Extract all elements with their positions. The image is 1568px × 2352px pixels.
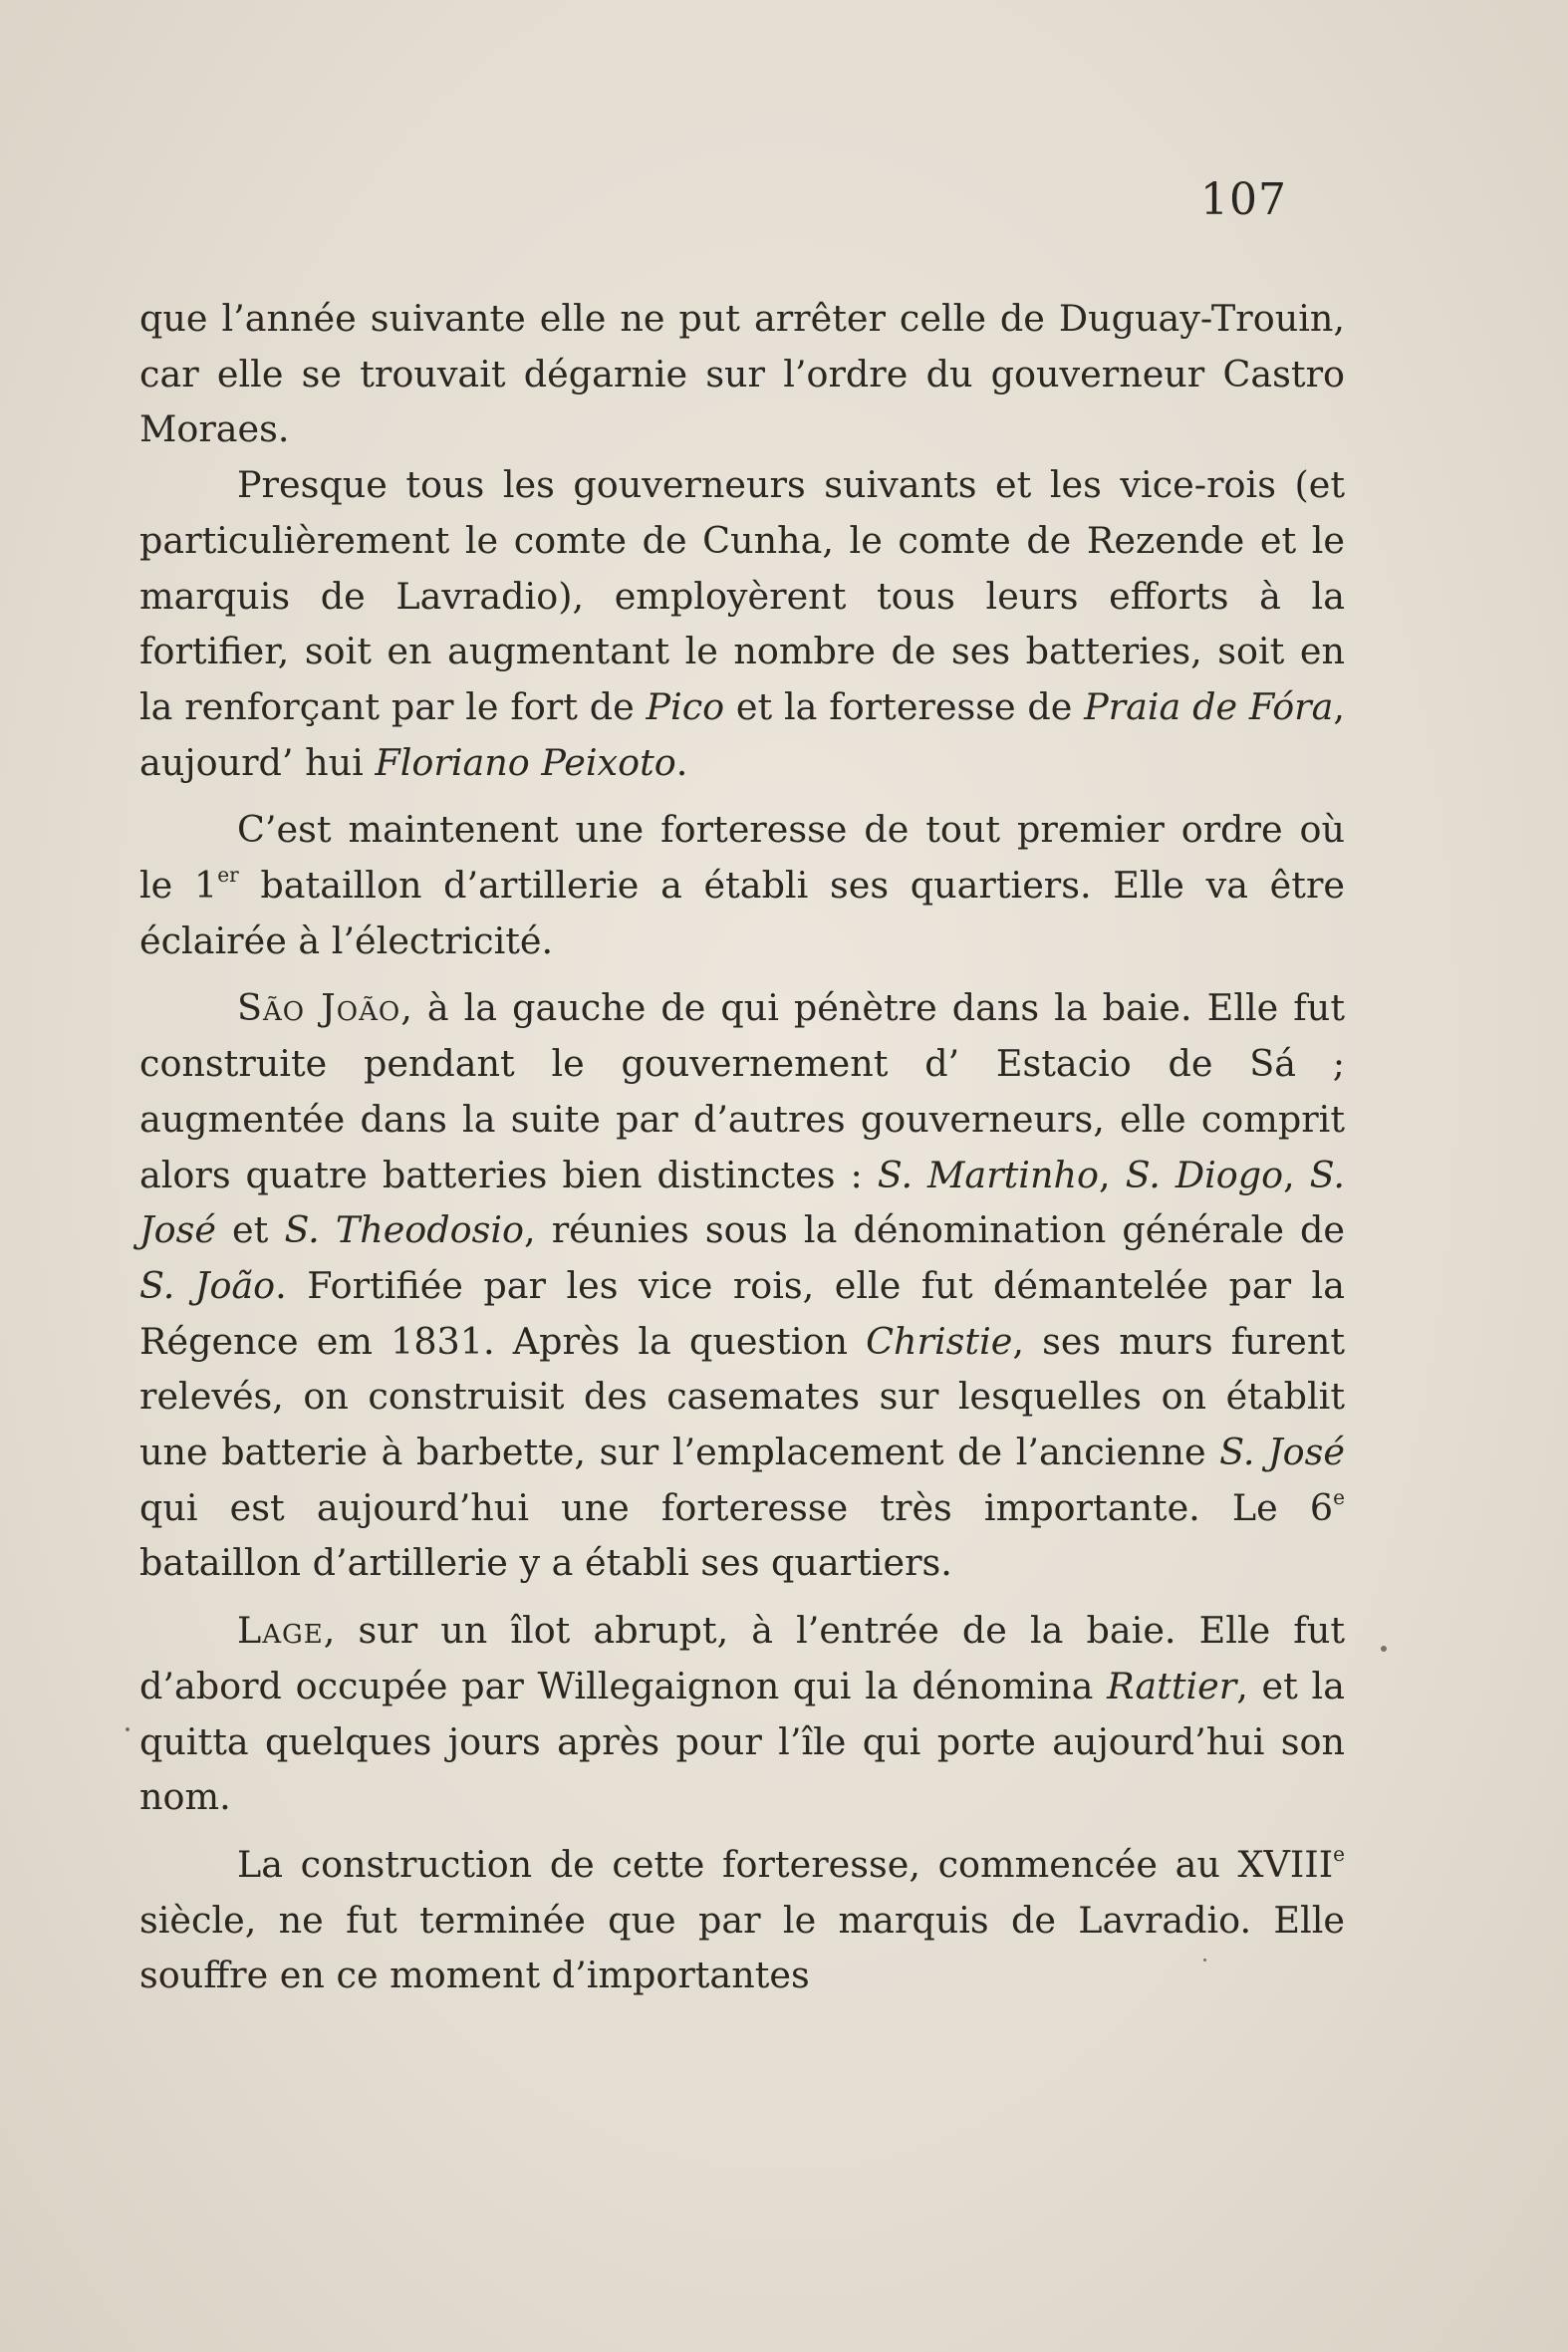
text-run: , à la gauche de qui pénètre dans la baie. Elle fut construite pendant le gouvernement d’ Estacio de Sá ; augmentée dans la suite par d’autres gouverneurs, elle comprit alors quatre batteries bien distinctes : — [139, 986, 1345, 1196]
ordinal-superscript: e — [1333, 1841, 1345, 1866]
page-body — [139, 291, 1345, 2003]
fort-name-rattier: Rattier — [1107, 1664, 1237, 1707]
text-run: . — [675, 740, 688, 784]
fort-name-floriano-peixoto: Floriano Peixoto — [375, 740, 676, 784]
text-run: , — [1283, 1153, 1310, 1196]
section-heading-sao-joao: São João — [237, 986, 401, 1030]
text-run: qui est aujourd’hui une forteresse très importante. Le 6 — [139, 1485, 1334, 1529]
text-run: , — [1098, 1153, 1126, 1196]
question-name-christie: Christie — [866, 1319, 1013, 1363]
text-run: , réunies sous la dénomination générale de — [524, 1208, 1346, 1252]
fort-name-sao-joao: S. João — [139, 1263, 276, 1307]
fort-name-pico: Pico — [646, 684, 725, 728]
text-run: bataillon d’artillerie y a établi ses quartiers. — [139, 1541, 952, 1585]
text-run: , et la quitta quelques jours après pour l’île qui porte aujourd’hui son nom. — [139, 1664, 1345, 1819]
text-run: C’est maintenent une forteresse de tout premier ordre où le 1 — [139, 808, 1345, 908]
paragraph-construction — [139, 1837, 1345, 2003]
paragraph-sao-joao — [139, 980, 1345, 1591]
paragraph-text: que l’année suivante elle ne put arrêter celle de Duguay-Trouin, car elle se trouvait dégarnie sur l’ordre du gouverneur Castro Moraes. — [139, 297, 1345, 451]
ink-speck — [126, 1727, 130, 1731]
text-run: siècle, ne fut terminée que par le marquis de Lavradio. Elle souffre en ce moment d’importantes — [139, 1898, 1345, 1997]
text-run: , sur un îlot abrupt, à l’entrée de la baie. Elle fut d’abord occupée par Willegaignon qui la dénomina — [139, 1609, 1345, 1707]
ordinal-superscript: er — [217, 862, 239, 887]
text-run: bataillon d’artillerie a établi ses quartiers. Elle va être éclairée à l’électricité. — [139, 864, 1345, 962]
text-run: , aujourd’ hui — [139, 684, 1345, 784]
text-run: et la forteresse de — [724, 684, 1085, 728]
paragraph-continuation — [139, 291, 1345, 457]
text-run: La construction de cette forteresse, commencée au XVIII — [237, 1842, 1334, 1886]
text-run: Presque tous les gouverneurs suivants et les vice-rois (et particulièrement le comte de Cunha, le comte de Rezende et le marquis de Lavradio), employèrent tous leurs efforts à la fortifier, soit en augmentant le nombre de ses batteries, soit en la renforçant par le fort de — [139, 463, 1345, 728]
ink-speck — [1381, 1646, 1387, 1652]
battery-name: S. Theodosio — [284, 1208, 524, 1252]
fort-name-praia-de-fora: Praia de Fóra — [1084, 684, 1334, 728]
section-heading-lage: Lage — [237, 1609, 324, 1653]
text-run: et — [215, 1208, 285, 1252]
battery-name: S. José — [1219, 1431, 1345, 1474]
paragraph-lage — [139, 1603, 1345, 1825]
paragraph-artillery — [139, 802, 1345, 968]
paragraph-governors — [139, 457, 1345, 790]
text-run: , ses murs furent relevés, on construisit des casemates sur lesquelles on établit une batterie à barbette, sur l’emplacement de l’ancienne — [139, 1319, 1345, 1474]
page-number: 107 — [1200, 174, 1287, 225]
text-run: . Fortifiée par les vice rois, elle fut démantelée par la Régence em 1831. Après la question — [139, 1263, 1345, 1363]
ordinal-superscript: e — [1333, 1484, 1345, 1509]
battery-name: S. Martinho — [877, 1153, 1099, 1196]
battery-name: S. José — [139, 1153, 1345, 1252]
battery-name: S. Diogo — [1125, 1153, 1284, 1196]
ink-speck — [1203, 1959, 1206, 1961]
